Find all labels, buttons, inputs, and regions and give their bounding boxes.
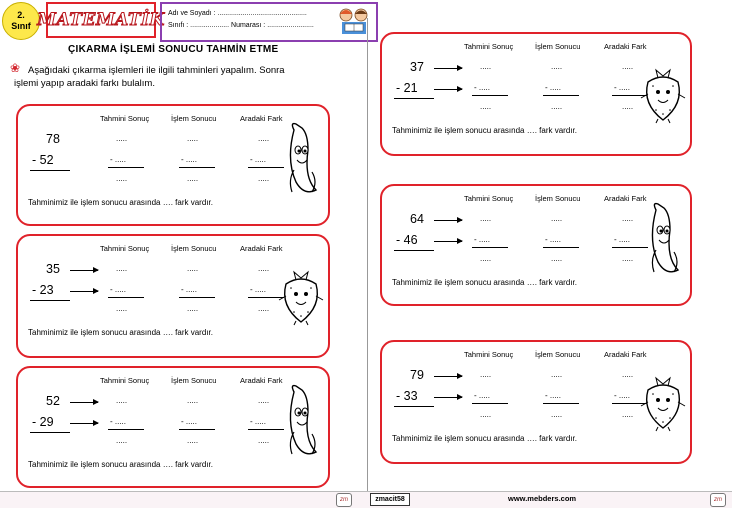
diff-top-blank[interactable]: ..... <box>622 62 634 71</box>
diff-bottom-blank[interactable]: - ..... <box>250 155 266 164</box>
diff-answer-blank[interactable]: ..... <box>258 436 270 445</box>
arrow-icon <box>434 220 462 221</box>
diff-bottom-blank[interactable]: - ..... <box>614 235 630 244</box>
subtrahend: - 23 <box>32 283 54 297</box>
estimate-bottom-blank[interactable]: - ..... <box>474 83 490 92</box>
estimate-answer-blank[interactable]: ..... <box>480 410 492 419</box>
estimate-top-blank[interactable]: ..... <box>480 62 492 71</box>
col-result-header: İşlem Sonucu <box>535 350 581 359</box>
banana-icon <box>282 120 322 205</box>
conclusion-sentence: Tahminimiz ile işlem sonucu arasında …. fark vardır. <box>28 328 213 337</box>
arrow-icon <box>70 291 98 292</box>
result-bottom-blank[interactable]: - ..... <box>545 235 561 244</box>
subtrahend: - 21 <box>396 81 418 95</box>
col-result-header: İşlem Sonucu <box>171 114 217 123</box>
diff-bottom-blank[interactable]: - ..... <box>250 417 266 426</box>
arrow-icon <box>70 402 98 403</box>
col-result-header: İşlem Sonucu <box>171 244 217 253</box>
estimate-bottom-blank[interactable]: - ..... <box>110 417 126 426</box>
col-result-header: İşlem Sonucu <box>535 194 581 203</box>
diff-answer-blank[interactable]: ..... <box>622 102 634 111</box>
estimate-top-blank[interactable]: ..... <box>116 134 128 143</box>
grade-badge <box>2 2 40 40</box>
col-estimate-header: Tahmini Sonuç <box>464 350 514 359</box>
diff-line <box>248 429 284 430</box>
estimate-line <box>108 167 144 168</box>
conclusion-sentence: Tahminimiz ile işlem sonucu arasında …. fark vardır. <box>392 126 577 135</box>
estimate-bottom-blank[interactable]: - ..... <box>110 285 126 294</box>
arrow-icon <box>70 423 98 424</box>
estimate-top-blank[interactable]: ..... <box>116 264 128 273</box>
problem-panel <box>380 184 692 306</box>
minuend: 35 <box>46 262 60 276</box>
estimate-line <box>108 429 144 430</box>
estimate-answer-blank[interactable]: ..... <box>480 254 492 263</box>
strawberry-icon <box>638 372 688 437</box>
result-answer-blank[interactable]: ..... <box>551 254 563 263</box>
col-estimate-header: Tahmini Sonuç <box>100 376 150 385</box>
result-top-blank[interactable]: ..... <box>187 396 199 405</box>
student-info-box <box>160 2 378 42</box>
result-answer-blank[interactable]: ..... <box>551 410 563 419</box>
problem-panel <box>16 366 330 488</box>
footer-bar <box>0 491 732 508</box>
result-top-blank[interactable]: ..... <box>551 62 563 71</box>
estimate-top-blank[interactable]: ..... <box>116 396 128 405</box>
minuend: 52 <box>46 394 60 408</box>
arrow-icon <box>434 68 462 69</box>
result-top-blank[interactable]: ..... <box>187 134 199 143</box>
diff-bottom-blank[interactable]: - ..... <box>614 83 630 92</box>
grade-number: 2. <box>17 10 25 20</box>
col-diff-header: Aradaki Fark <box>240 244 283 253</box>
arrow-icon <box>434 376 462 377</box>
subject-title: MATEMATİK <box>37 10 165 30</box>
result-answer-blank[interactable]: ..... <box>551 102 563 111</box>
col-estimate-header: Tahmini Sonuç <box>464 194 514 203</box>
result-bottom-blank[interactable]: - ..... <box>181 155 197 164</box>
estimate-line <box>472 403 508 404</box>
diff-bottom-blank[interactable]: - ..... <box>250 285 266 294</box>
operation-line <box>30 300 70 301</box>
estimate-line <box>472 95 508 96</box>
minuend: 79 <box>410 368 424 382</box>
diff-answer-blank[interactable]: ..... <box>258 304 270 313</box>
worksheet-heading: ÇIKARMA İŞLEMİ SONUCU TAHMİN ETME <box>68 44 279 55</box>
diff-answer-blank[interactable]: ..... <box>258 174 270 183</box>
result-line <box>543 247 579 248</box>
result-top-blank[interactable]: ..... <box>551 214 563 223</box>
subtrahend: - 52 <box>32 153 54 167</box>
result-top-blank[interactable]: ..... <box>187 264 199 273</box>
arrow-icon <box>434 241 462 242</box>
operation-line <box>394 98 434 99</box>
result-line <box>179 297 215 298</box>
diff-top-blank[interactable]: ..... <box>622 214 634 223</box>
diff-line <box>248 167 284 168</box>
conclusion-sentence: Tahminimiz ile işlem sonucu arasında …. fark vardır. <box>392 278 577 287</box>
estimate-bottom-blank[interactable]: - ..... <box>110 155 126 164</box>
arrow-icon <box>434 397 462 398</box>
estimate-answer-blank[interactable]: ..... <box>116 304 128 313</box>
arrow-icon <box>434 89 462 90</box>
problem-panel <box>16 104 330 226</box>
column-divider <box>367 18 368 493</box>
col-diff-header: Aradaki Fark <box>604 350 647 359</box>
conclusion-sentence: Tahminimiz ile işlem sonucu arasında …. fark vardır. <box>392 434 577 443</box>
col-diff-header: Aradaki Fark <box>240 376 283 385</box>
banana-icon <box>282 382 322 467</box>
minuend: 78 <box>46 132 60 146</box>
estimate-answer-blank[interactable]: ..... <box>116 174 128 183</box>
website-link[interactable]: www.mebders.com <box>508 494 577 503</box>
operation-line <box>30 170 70 171</box>
col-diff-header: Aradaki Fark <box>604 42 647 51</box>
estimate-top-blank[interactable]: ..... <box>480 214 492 223</box>
problem-panel <box>16 234 330 358</box>
diff-top-blank[interactable]: ..... <box>258 264 270 273</box>
estimate-answer-blank[interactable]: ..... <box>480 102 492 111</box>
estimate-bottom-blank[interactable]: - ..... <box>474 391 490 400</box>
instruction-line-2: işlemi yapıp aradaki farkı bulalım. <box>14 78 155 89</box>
strawberry-icon <box>276 266 326 331</box>
result-line <box>543 403 579 404</box>
instruction-line-1: Aşağıdaki çıkarma işlemleri ile ilgili tahminleri yapalım. Sonra <box>28 65 285 76</box>
result-line <box>179 429 215 430</box>
problem-panel <box>380 340 692 464</box>
estimate-top-blank[interactable]: ..... <box>480 370 492 379</box>
result-line <box>179 167 215 168</box>
result-bottom-blank[interactable]: - ..... <box>181 417 197 426</box>
result-bottom-blank[interactable]: - ..... <box>545 83 561 92</box>
problem-panel <box>380 32 692 156</box>
diff-answer-blank[interactable]: ..... <box>622 254 634 263</box>
author-tag: zmacit58 <box>370 493 410 506</box>
subtrahend: - 29 <box>32 415 54 429</box>
conclusion-sentence: Tahminimiz ile işlem sonucu arasında …. fark vardır. <box>28 460 213 469</box>
grade-label: Sınıf <box>11 21 31 31</box>
estimate-answer-blank[interactable]: ..... <box>116 436 128 445</box>
diff-top-blank[interactable]: ..... <box>258 134 270 143</box>
diff-answer-blank[interactable]: ..... <box>622 410 634 419</box>
col-diff-header: Aradaki Fark <box>604 194 647 203</box>
col-estimate-header: Tahmini Sonuç <box>100 244 150 253</box>
col-estimate-header: Tahmini Sonuç <box>100 114 150 123</box>
zm-logo-right: zm <box>710 493 726 507</box>
estimate-line <box>108 297 144 298</box>
result-bottom-blank[interactable]: - ..... <box>545 391 561 400</box>
diff-top-blank[interactable]: ..... <box>258 396 270 405</box>
col-result-header: İşlem Sonucu <box>535 42 581 51</box>
result-bottom-blank[interactable]: - ..... <box>181 285 197 294</box>
operation-line <box>394 250 434 251</box>
col-estimate-header: Tahmini Sonuç <box>464 42 514 51</box>
subject-title-box <box>37 2 165 38</box>
zm-logo-left: zm <box>336 493 352 507</box>
subtrahend: - 33 <box>396 389 418 403</box>
estimate-line <box>472 247 508 248</box>
result-top-blank[interactable]: ..... <box>551 370 563 379</box>
class-field-label: Sınıfı : .................... Numarası : ........................ <box>168 22 314 29</box>
minuend: 37 <box>410 60 424 74</box>
operation-line <box>30 432 70 433</box>
strawberry-icon <box>638 64 688 129</box>
col-diff-header: Aradaki Fark <box>240 114 283 123</box>
col-result-header: İşlem Sonucu <box>171 376 217 385</box>
diff-line <box>612 247 648 248</box>
result-answer-blank[interactable]: ..... <box>187 174 199 183</box>
conclusion-sentence: Tahminimiz ile işlem sonucu arasında …. fark vardır. <box>28 198 213 207</box>
estimate-bottom-blank[interactable]: - ..... <box>474 235 490 244</box>
result-answer-blank[interactable]: ..... <box>187 304 199 313</box>
diff-top-blank[interactable]: ..... <box>622 370 634 379</box>
subtrahend: - 46 <box>396 233 418 247</box>
result-line <box>543 95 579 96</box>
operation-line <box>394 406 434 407</box>
banana-icon <box>644 200 684 285</box>
arrow-icon <box>70 270 98 271</box>
flower-icon: ❀ <box>10 61 21 75</box>
result-answer-blank[interactable]: ..... <box>187 436 199 445</box>
diff-bottom-blank[interactable]: - ..... <box>614 391 630 400</box>
name-field-label: Adı ve Soyadı : .............................................. <box>168 10 307 17</box>
minuend: 64 <box>410 212 424 226</box>
